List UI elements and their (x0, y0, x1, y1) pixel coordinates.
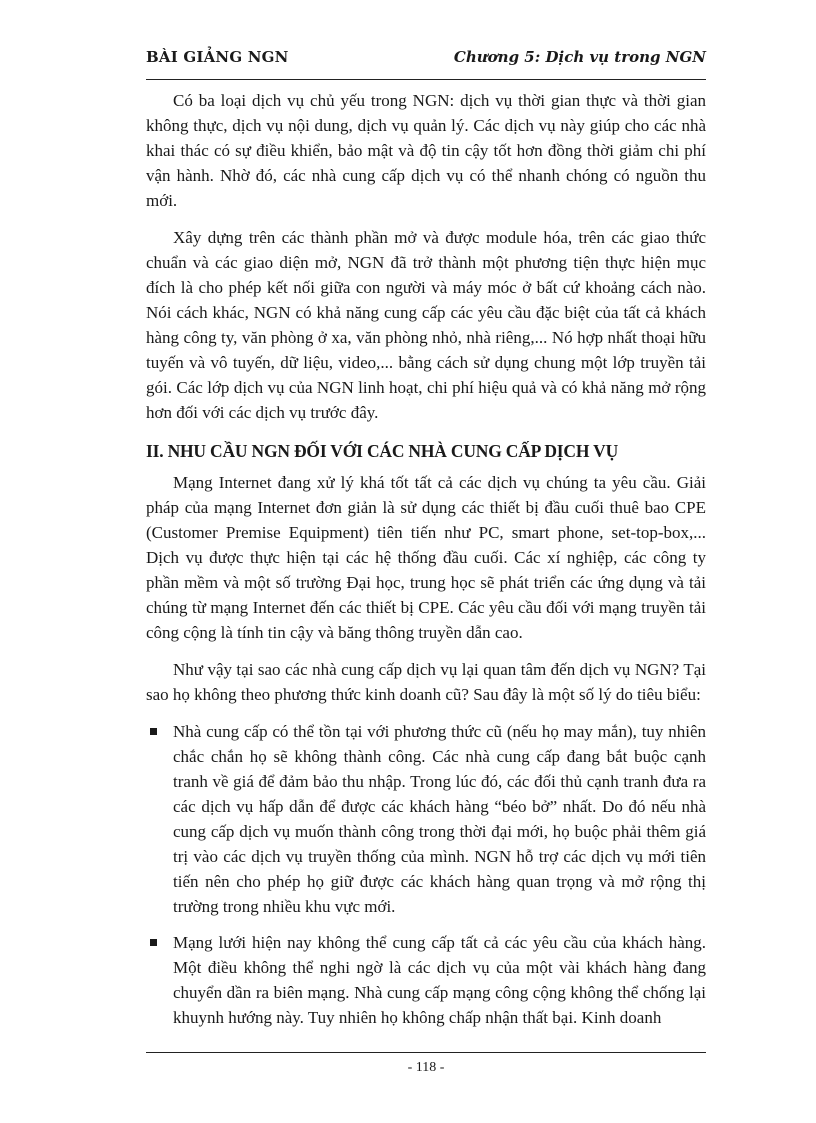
square-bullet-icon (150, 728, 157, 735)
paragraph-why-ngn: Như vậy tại sao các nhà cung cấp dịch vụ lại quan tâm đến dịch vụ NGN? Tại sao họ không theo phương thức kinh doanh cũ? Sau đây là một số lý do tiêu biểu: (146, 660, 706, 704)
list-item (146, 930, 706, 1030)
header-chapter-title: Chương 5: Dịch vụ trong NGN (453, 48, 706, 66)
square-bullet-icon (150, 939, 157, 946)
paragraph-open-components: Xây dựng trên các thành phần mở và được module hóa, trên các giao thức chuẩn và các giao diện mở, NGN đã trở thành một phương tiện thực hiện mục đích là cho phép kết nối giữa con người và máy móc ở bất cứ khoảng cách nào. Nói cách khác, NGN có khả năng cung cấp các yêu cầu đặc biệt của tất cả khách hàng công ty, văn phòng ở xa, văn phòng nhỏ, nhà riêng,... Nó hợp nhất thoại hữu tuyến và vô tuyến, dữ liệu, video,... bằng cách sử dụng chung một lớp truyền tải gói. Các lớp dịch vụ của NGN linh hoạt, chi phí hiệu quả và có khả năng mở rộng hơn đối với các dịch vụ trước đây. (146, 228, 706, 422)
list-item (146, 719, 706, 919)
page-number: - 118 - (407, 1060, 445, 1075)
section-heading: II. NHU CẦU NGN ĐỐI VỚI CÁC NHÀ CUNG CẤP DỊCH VỤ (146, 441, 619, 461)
page-header (146, 48, 706, 76)
footer-rule (146, 1052, 706, 1053)
paragraph-service-types: Có ba loại dịch vụ chủ yếu trong NGN: dịch vụ thời gian thực và thời gian không thực, dịch vụ nội dung, dịch vụ quản lý. Các dịch vụ này giúp cho các nhà khai thác có sự điều khiển, bảo mật và độ tin cậy tốt hơn đồng thời giảm chi phí vận hành. Nhờ đó, các nhà cung cấp dịch vụ có thể nhanh chóng có nguồn thu mới. (146, 91, 706, 210)
page-body (146, 88, 706, 1041)
list-item-text: Mạng lưới hiện nay không thể cung cấp tất cả các yêu cầu của khách hàng. Một điều không thể nghi ngờ là các dịch vụ của một vài khách hàng đang chuyển dần ra biên mạng. Nhà cung cấp mạng công cộng không thể chống lại khuynh hướng này. Tuy nhiên họ không chấp nhận thất bại. Kinh doanh (173, 933, 706, 1027)
list-item-text: Nhà cung cấp có thể tồn tại với phương thức cũ (nếu họ may mắn), tuy nhiên chắc chắn họ sẽ không thành công. Các nhà cung cấp đang bắt buộc cạnh tranh về giá để đảm bảo thu nhập. Trong lúc đó, các đối thủ cạnh tranh đưa ra các dịch vụ hấp dẫn để được các khách hàng “béo bở” nhất. Do đó nếu nhà cung cấp dịch vụ muốn thành công trong thời đại mới, họ buộc phải thêm giá trị vào các dịch vụ truyền thống của mình. NGN hỗ trợ các dịch vụ mới tiên tiến nên cho phép họ giữ được các khách hàng quan trọng và mở rộng thị trường trong nhiều khu vực mới. (173, 722, 706, 916)
header-rule (146, 79, 706, 80)
header-course-title: BÀI GIẢNG NGN (146, 48, 289, 66)
paragraph-internet: Mạng Internet đang xử lý khá tốt tất cả các dịch vụ chúng ta yêu cầu. Giải pháp của mạng Internet đơn giản là sử dụng các thiết bị đầu cuối thuê bao CPE (Customer Premise Equipment) tiên tiến như PC, smart phone, set-top-box,... Dịch vụ được thực hiện tại các hệ thống đầu cuối. Các xí nghiệp, các công ty phần mềm và một số trường Đại học, trung học sẽ phát triển các ứng dụng và tải chúng từ mạng Internet đến các thiết bị CPE. Các yêu cầu đối với mạng truyền tải công cộng là tính tin cậy và băng thông truyền dẫn cao. (146, 473, 706, 642)
reasons-list (146, 719, 706, 1030)
